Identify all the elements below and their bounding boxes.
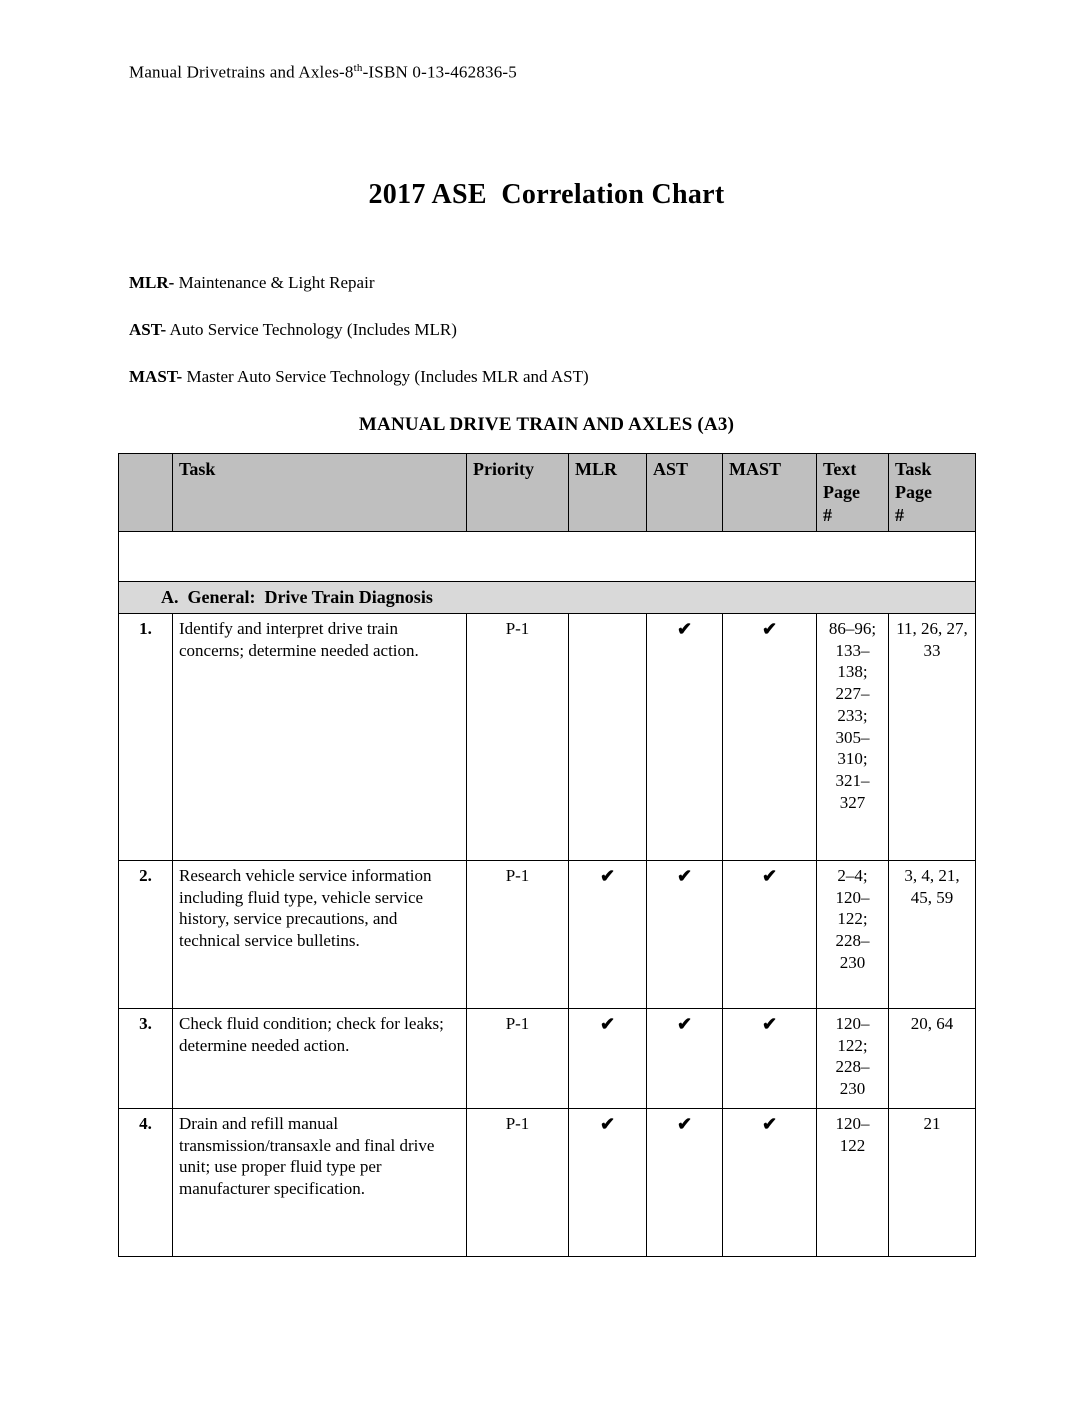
task-page-numbers: 3, 4, 21, 45, 59	[889, 860, 976, 1008]
mlr-checkmark: ✔	[569, 1108, 647, 1256]
mlr-checkmark: ✔	[569, 1008, 647, 1108]
ast-checkmark: ✔	[647, 613, 723, 860]
header-task: Task	[173, 453, 467, 531]
section-row	[119, 581, 976, 613]
abbreviation-definitions	[129, 273, 1088, 387]
document-header	[129, 62, 1088, 83]
mast-checkmark: ✔	[723, 1008, 817, 1108]
header-mlr: MLR	[569, 453, 647, 531]
priority-value: P-1	[467, 1008, 569, 1108]
text-page-numbers: 86–96; 133–138; 227–233; 305–310; 321–327	[817, 613, 889, 860]
row-number: 4.	[119, 1108, 173, 1256]
header-mast: MAST	[723, 453, 817, 531]
header-text-page: Text Page #	[817, 453, 889, 531]
task-page-numbers: 11, 26, 27, 33	[889, 613, 976, 860]
definition-mlr-abbr: MLR-	[129, 272, 175, 292]
definition-mlr	[129, 273, 1088, 293]
definition-mast-text: Master Auto Service Technology (Includes MLR and AST)	[182, 366, 589, 386]
definition-mlr-text: Maintenance & Light Repair	[174, 272, 375, 292]
mast-checkmark: ✔	[723, 1108, 817, 1256]
mlr-checkmark: ✔	[569, 860, 647, 1008]
task-page-numbers: 20, 64	[889, 1008, 976, 1108]
task-page-numbers: 21	[889, 1108, 976, 1256]
table-row	[119, 860, 976, 1008]
table-header-row	[119, 453, 976, 531]
header-priority: Priority	[467, 453, 569, 531]
header-task-page: Task Page #	[889, 453, 976, 531]
task-description: Research vehicle service information including fluid type, vehicle service history, service precautions, and technical service bulletins.	[173, 860, 467, 1008]
text-page-numbers: 2–4; 120–122; 228–230	[817, 860, 889, 1008]
priority-value: P-1	[467, 860, 569, 1008]
mast-checkmark: ✔	[723, 613, 817, 860]
mast-checkmark: ✔	[723, 860, 817, 1008]
document-header-superscript: th	[353, 62, 363, 74]
document-header-text: Manual Drivetrains and Axles-8	[129, 62, 354, 82]
definition-mast-abbr: MAST-	[129, 366, 183, 386]
task-description: Identify and interpret drive train concerns; determine needed action.	[173, 613, 467, 860]
definition-mast	[129, 367, 1088, 387]
page-title: 2017 ASE Correlation Chart	[368, 178, 725, 210]
blank-cell	[119, 531, 976, 581]
table-row	[119, 1108, 976, 1256]
mlr-checkmark	[569, 613, 647, 860]
row-number: 2.	[119, 860, 173, 1008]
text-page-numbers: 120–122; 228–230	[817, 1008, 889, 1108]
definition-ast-abbr: AST-	[129, 319, 167, 339]
table-title: MANUAL DRIVE TRAIN AND AXLES (A3)	[358, 413, 735, 435]
ast-checkmark: ✔	[647, 1008, 723, 1108]
table-row	[119, 613, 976, 860]
text-page-numbers: 120–122	[817, 1108, 889, 1256]
priority-value: P-1	[467, 1108, 569, 1256]
blank-row	[119, 531, 976, 581]
correlation-table	[118, 453, 976, 1257]
ast-checkmark: ✔	[647, 1108, 723, 1256]
priority-value: P-1	[467, 613, 569, 860]
header-number-cell	[119, 453, 173, 531]
row-number: 1.	[119, 613, 173, 860]
definition-ast	[129, 320, 1088, 340]
task-description: Check fluid condition; check for leaks; determine needed action.	[173, 1008, 467, 1108]
ast-checkmark: ✔	[647, 860, 723, 1008]
task-description: Drain and refill manual transmission/transaxle and final drive unit; use proper fluid type per manufacturer specification.	[173, 1108, 467, 1256]
document-header-isbn: -ISBN 0-13-462836-5	[362, 62, 517, 82]
definition-ast-text: Auto Service Technology (Includes MLR)	[166, 319, 457, 339]
header-ast: AST	[647, 453, 723, 531]
section-title: A. General: Drive Train Diagnosis	[119, 581, 976, 613]
table-row	[119, 1008, 976, 1108]
row-number: 3.	[119, 1008, 173, 1108]
